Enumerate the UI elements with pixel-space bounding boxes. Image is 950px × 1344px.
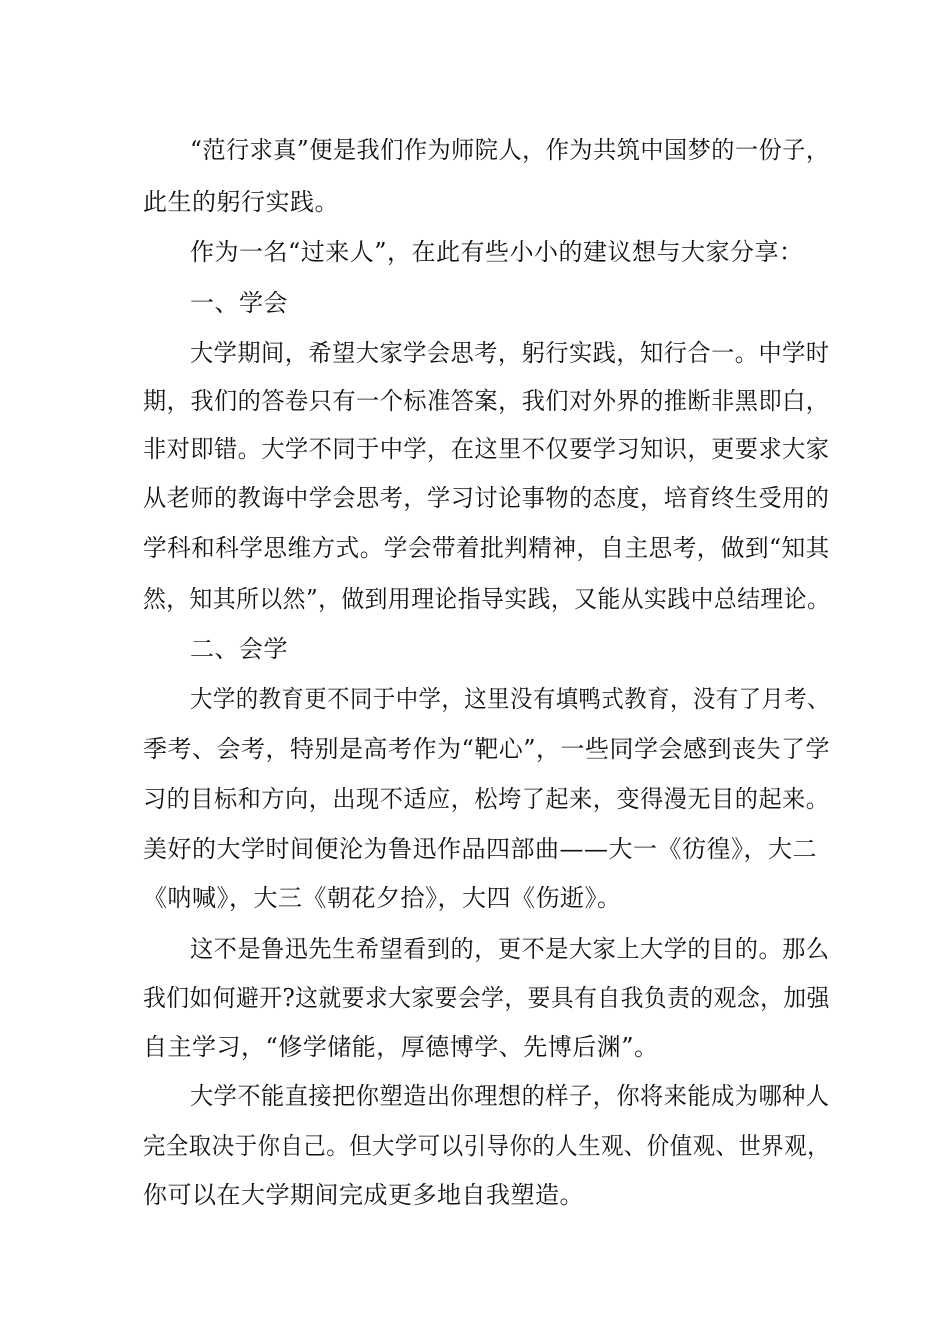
text-line: 这不是鲁迅先生希望看到的，更不是大家上大学的目的。那么	[190, 935, 830, 963]
text-line: 季考、会考，特别是高考作为“靶心”，一些同学会感到丧失了学	[143, 735, 831, 763]
text-line: “范行求真”便是我们作为师院人，作为共筑中国梦的一份子，	[190, 136, 830, 164]
text-line: 非对即错。大学不同于中学，在这里不仅要学习知识，更要求大家	[143, 435, 830, 463]
text-line: 从老师的教诲中学会思考，学习讨论事物的态度，培育终生受用的	[143, 484, 830, 512]
text-line: 作为一名“过来人”，在此有些小小的建议想与大家分享：	[190, 238, 804, 266]
text-line: 完全取决于你自己。但大学可以引导你的人生观、价值观、世界观，	[143, 1132, 831, 1160]
text-line: 自主学习，“修学储能，厚德博学、先博后渊”。	[143, 1033, 659, 1061]
section-heading: 二、会学	[190, 635, 288, 663]
text-line: 你可以在大学期间完成更多地自我塑造。	[143, 1181, 584, 1209]
text-line: 大学不能直接把你塑造出你理想的样子，你将来能成为哪种人	[190, 1082, 830, 1110]
text-line: 我们如何避开?这就要求大家要会学，要具有自我负责的观念，加强	[143, 984, 830, 1012]
section-heading: 一、学会	[190, 289, 288, 317]
text-line: 期，我们的答卷只有一个标准答案，我们对外界的推断非黑即白，	[143, 387, 830, 415]
text-line: 学科和科学思维方式。学会带着批判精神，自主思考，做到“知其	[143, 534, 830, 562]
text-line: 《呐喊》，大三《朝花夕拾》，大四《伤逝》。	[143, 884, 622, 912]
text-line: 大学期间，希望大家学会思考，躬行实践，知行合一。中学时	[190, 339, 830, 367]
text-line: 大学的教育更不同于中学，这里没有填鸭式教育，没有了月考、	[190, 685, 830, 713]
text-line: 然，知其所以然”，做到用理论指导实践，又能从实践中总结理论。	[143, 585, 831, 613]
text-line: 此生的躬行实践。	[143, 188, 339, 216]
text-line: 美好的大学时间便沦为鲁迅作品四部曲——大一《彷徨》，大二	[143, 835, 817, 863]
text-line: 习的目标和方向，出现不适应，松垮了起来，变得漫无目的起来。	[143, 785, 830, 813]
